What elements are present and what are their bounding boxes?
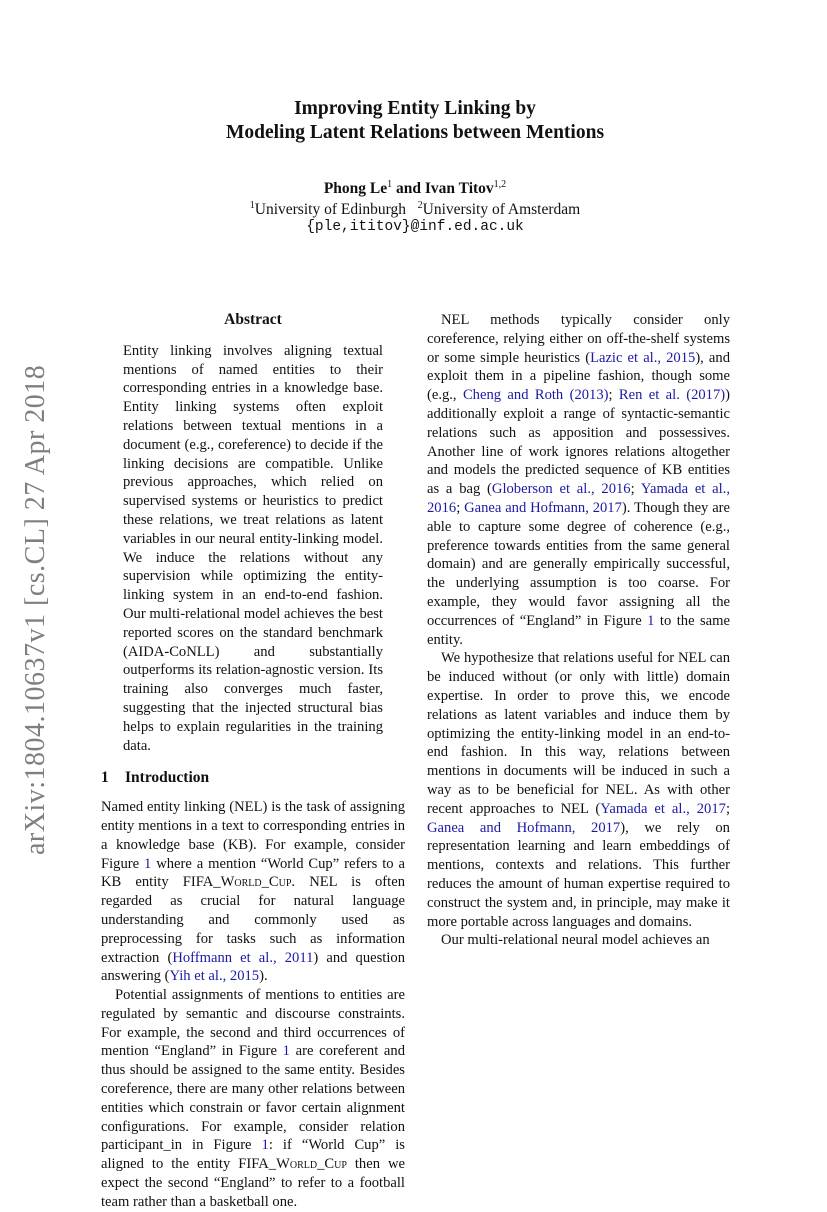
text-run: are coreferent and thus should be assigned to the same entity. Besides coreference, there are many other relations between entities which constrain or favor certain alignment configurations. For example, consider relation participant_in in Figure — [101, 1043, 406, 1154]
figure-link[interactable]: 1 — [261, 1137, 269, 1154]
citation-link[interactable]: Ganea and Hofmann, 2017 — [427, 819, 621, 836]
text-run: ), we rely on representation learning and learn embeddings of mentions, contexts and relations. This further reduces the amount of human expertise required to construct the system and, in principle, may make it more portable across languages and domains. — [427, 819, 730, 930]
paragraph — [427, 649, 730, 931]
text-run: then we expect the second “England” to refer to a football team rather than a basketball one. — [101, 1156, 405, 1210]
left-column — [101, 311, 405, 1212]
paragraph — [427, 931, 730, 950]
title-line-1: Improving Entity Linking by — [294, 98, 536, 119]
affiliations — [100, 200, 730, 219]
right-column — [427, 311, 730, 950]
text-run: NEL methods typically consider only coreference, relying either on off-the-shelf systems or some simple heuristics ( — [427, 312, 730, 366]
entity-name: World_Cup — [220, 874, 292, 891]
citation-link[interactable]: Yamada et al., 2016 — [427, 481, 730, 516]
citation-link[interactable]: Lazic et al., 2015 — [590, 349, 696, 366]
text-run: ) and question answering ( — [101, 949, 405, 985]
figure-link[interactable]: 1 — [144, 855, 152, 872]
section-title: Introduction — [125, 769, 210, 787]
citation-link[interactable]: Yamada et al., 2017 — [600, 800, 726, 817]
text-run: ), and exploit them in a pipeline fashion, though some (e.g., — [427, 349, 730, 404]
text-run: ; — [456, 499, 465, 516]
citation-link[interactable]: Globerson et al., 2016 — [491, 481, 631, 498]
affil-mark: 2 — [417, 200, 423, 211]
paper-title — [100, 97, 730, 145]
author-name: Ivan Titov — [424, 180, 494, 198]
figure-link[interactable]: 1 — [282, 1043, 290, 1060]
text-run: . NEL is often regarded as crucial for natural language understanding and commonly used as preprocessing for tasks such as information extraction ( — [101, 874, 405, 966]
author-affil-mark: 1 — [387, 179, 393, 190]
citation-link[interactable]: Yih et al., 2015 — [169, 968, 260, 985]
citation-link[interactable]: Ganea and Hofmann, 2017 — [464, 499, 622, 516]
text-run: ) additionally exploit a range of syntactic-semantic relations such as apposition and possessives. Another line of work ignores relations altogether and models the predicted sequence of KB entities as a bag ( — [427, 387, 731, 498]
author-conjunction: and — [392, 180, 425, 198]
text-run: Our multi-relational neural model achieves an — [441, 932, 710, 949]
text-run: Potential assignments of mentions to entities are regulated by semantic and discourse constraints. For example, the second and third occurrences of mention “England” in Figure — [101, 987, 405, 1060]
author-affil-mark: 1,2 — [493, 179, 507, 190]
author-name: Phong Le — [323, 180, 388, 198]
section-number: 1 — [101, 769, 109, 787]
text-run: : if “World Cup” is aligned to the entity FIFA_ — [101, 1137, 405, 1173]
text-run: to the same entity. — [427, 612, 730, 648]
text-run: where a mention “World Cup” refers to a KB entity FIFA_ — [101, 855, 405, 891]
author-list — [100, 179, 730, 198]
text-run: ; — [725, 800, 730, 817]
text-run: ). Though they are able to capture some degree of coherence (e.g., preference towards entities from the same general domain) and are generally empirically successful, the underlying assumption is too coarse. For example, they would favor assigning all the occurrences of “England” in Figure — [427, 499, 731, 629]
text-run: ). — [259, 968, 268, 985]
paragraph — [427, 311, 730, 649]
section-heading — [101, 769, 405, 788]
abstract-heading: Abstract — [224, 311, 282, 328]
arxiv-sidebar-stamp: arXiv:1804.10637v1 [cs.CL] 27 Apr 2018 — [20, 364, 51, 856]
title-line-2: Modeling Latent Relations between Mentions — [225, 122, 605, 143]
citation-link[interactable]: Ren et al. (2017) — [618, 387, 726, 404]
affil-mark: 1 — [249, 200, 255, 211]
entity-name: World_Cup — [276, 1156, 347, 1173]
paragraph — [101, 798, 405, 986]
paragraph — [101, 986, 405, 1212]
text-run: Named entity linking (NEL) is the task of assigning entity mentions in a text to corresponding entries in a knowledge base (KB). For example, consider Figure — [101, 799, 405, 872]
affiliation: University of Edinburgh — [254, 201, 407, 219]
text-run: ; — [608, 387, 619, 404]
text-run: ; — [630, 481, 641, 498]
figure-link[interactable]: 1 — [647, 612, 655, 629]
abstract-body: Entity linking involves aligning textual mentions of named entities to their corresponding entries in a knowledge base. Entity linking systems often exploit relations between textual mentions in a document (e.g., coreference) to decide if the linking decisions are compatible. Unlike previous approaches, which relied on supervised systems or heuristics to predict these relations, we treat relations as latent variables in our neural entity-linking model. We induce the relations without any supervision while optimizing the entity-linking system in an end-to-end fashion. Our multi-relational model achieves the best reported scores on the standard benchmark (AIDA-CoNLL) and substantially outperforms its relation-agnostic version. Its training also converges much faster, suggesting that the injected structural bias helps to explain regularities in the training data. — [123, 342, 383, 754]
text-run: We hypothesize that relations useful for NEL can be induced without (or only with little) domain expertise. In order to prove this, we encode relations as latent variables and induce them by optimizing the entity-linking model in an end-to-end fashion. In this way, relations between mentions in documents will be induced in such a way as to be beneficial for NEL. As with other recent approaches to NEL ( — [427, 650, 730, 817]
citation-link[interactable]: Cheng and Roth (2013) — [462, 387, 609, 404]
affiliation: University of Amsterdam — [422, 201, 581, 219]
author-email: {ple,ititov}@inf.ed.ac.uk — [306, 219, 524, 235]
citation-link[interactable]: Hoffmann et al., 2011 — [172, 949, 314, 966]
